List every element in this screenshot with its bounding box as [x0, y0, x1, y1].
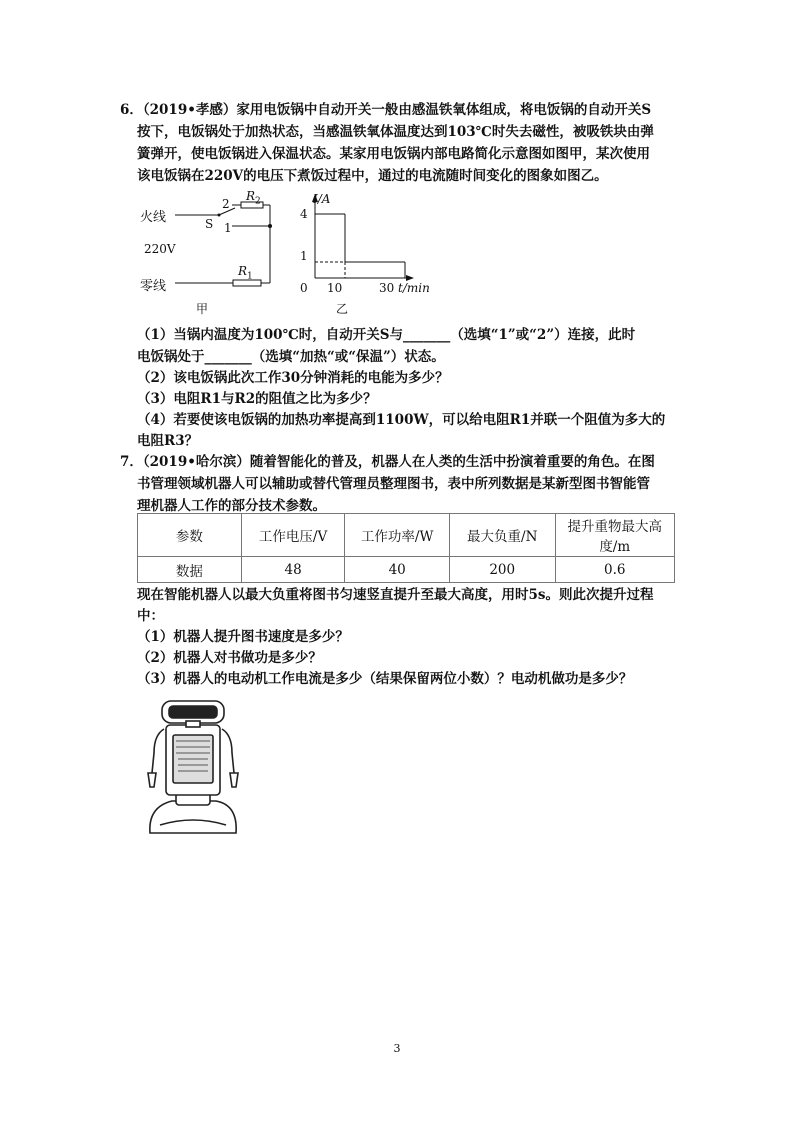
q6-line-4: 该电饭锅在220V的电压下煮饭过程中，通过的电流随时间变化的图象如图乙。	[137, 168, 608, 184]
table-row	[138, 557, 675, 583]
table-cell: 0.6	[555, 557, 675, 583]
y-tick-4: 4	[300, 207, 308, 221]
table-header-cell: 提升重物最大高度/m	[555, 514, 675, 557]
q6-sub-4a: （4）若要使该电饭锅的加热功率提高到1100W，可以给电阻R1并联一个阻值为多大的	[137, 412, 666, 428]
table-cell: 40	[345, 557, 450, 583]
label-live-wire: 火线	[140, 210, 167, 225]
x-axis-label: t/min	[398, 281, 430, 295]
q7-line-3: 理机器人工作的部分技术参数。	[137, 498, 326, 514]
q7-line-2: 书管理领域机器人可以辅助或替代管理员整理图书，表中所列数据是某新型图书智能管	[137, 476, 650, 492]
parameter-table	[137, 513, 675, 583]
q6-line-3: 簧弹开，使电饭锅进入保温状态。某家用电饭锅内部电路简化示意图如图甲，某次使用	[137, 146, 650, 162]
caption-yi: 乙	[336, 302, 349, 316]
caption-jia: 甲	[196, 302, 209, 316]
q6-line-2: 按下，电饭锅处于加热状态，当感温铁氧体温度达到103℃时失去磁性，被吸铁块由弹	[137, 124, 654, 140]
q7-sub-1: （1）机器人提升图书速度是多少？	[137, 629, 349, 645]
x-tick-10: 10	[327, 281, 343, 295]
table-cell: 48	[241, 557, 345, 583]
table-header-cell: 工作功率/W	[345, 514, 450, 557]
table-cell: 数据	[138, 557, 242, 583]
y-axis-label: I/A	[313, 192, 331, 206]
q6-sub-1b: 电饭锅处于_______（选填“加热“或“保温”）状态。	[137, 349, 445, 365]
q6-sub-2: （2）该电饭锅此次工作30分钟消耗的电能为多少？	[137, 370, 449, 386]
x-tick-30: 30	[379, 281, 395, 295]
label-r1: $R_1$	[238, 264, 253, 282]
y-tick-1: 1	[300, 249, 308, 263]
label-contact-2: 2	[222, 197, 230, 211]
q7-after-1: 现在智能机器人以最大负重将图书匀速竖直提升至最大高度，用时5s。则此次提升过程	[137, 587, 654, 603]
page-number: 3	[393, 1042, 401, 1055]
x-tick-0: 0	[300, 281, 308, 295]
label-voltage: 220V	[144, 242, 176, 256]
q7-line-1: 7．（2019•哈尔滨）随着智能化的普及，机器人在人类的生活中扮演着重要的角色。在图	[120, 454, 655, 470]
label-r2: $R_2$	[246, 189, 261, 207]
q7-after-2: 中：	[137, 608, 164, 624]
robot-illustration	[138, 695, 248, 845]
q7-sub-2: （2）机器人对书做功是多少？	[137, 650, 322, 666]
table-header-row	[138, 514, 675, 557]
label-switch: S	[205, 217, 214, 231]
table-header-cell: 最大负重/N	[449, 514, 555, 557]
table-header-cell: 工作电压/V	[241, 514, 345, 557]
q6-line-1: 6．（2019•孝感）家用电饭锅中自动开关一般由感温铁氧体组成，将电饭锅的自动开关S	[120, 102, 652, 118]
q6-sub-1a: （1）当锅内温度为100℃时，自动开关S与_______（选填“1”或“2”）连接，此时	[137, 327, 636, 343]
table-header-cell: 参数	[138, 514, 242, 557]
label-neutral-wire: 零线	[140, 279, 167, 294]
q6-sub-3: （3）电阻R1与R2的阻值之比为多少？	[137, 391, 377, 407]
label-contact-1: 1	[224, 221, 232, 235]
q7-sub-3: （3）机器人的电动机工作电流是多少（结果保留两位小数）？电动机做功是多少？	[137, 671, 633, 687]
table-cell: 200	[449, 557, 555, 583]
q6-sub-4b: 电阻R3？	[137, 433, 199, 449]
